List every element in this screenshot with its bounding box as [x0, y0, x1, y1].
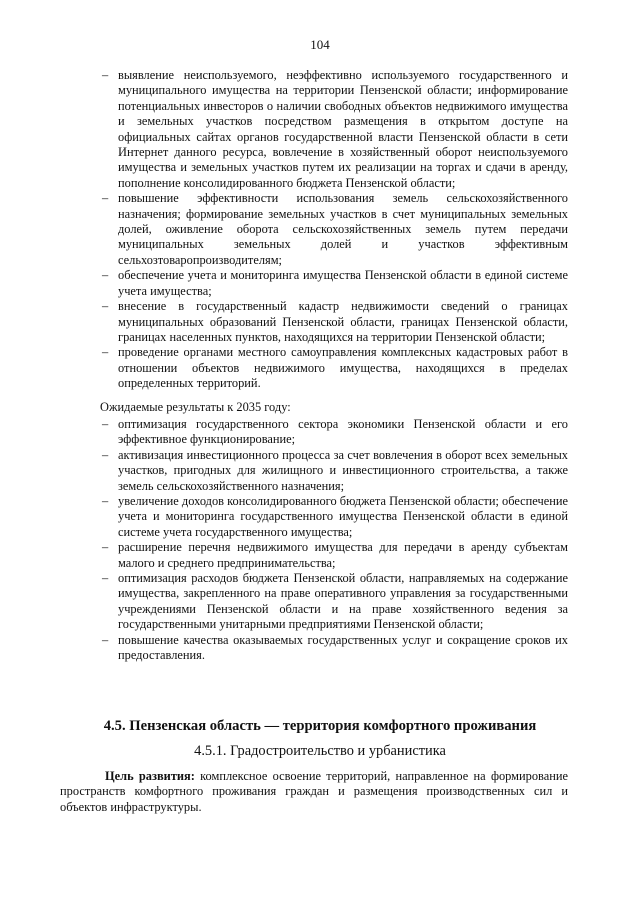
results-list [100, 417, 568, 664]
list-item: – внесение в государственный кадастр недвижимости сведений о границах муниципальных образований Пензенской области, границах Пензенской области, границах населенных пунктов, находящихся на территории Пензенской области; [100, 299, 568, 345]
list-item: – проведение органами местного самоуправления комплексных кадастровых работ в отношении объектов недвижимого имущества, находящихся в пределах определенных территорий. [100, 345, 568, 391]
page-number: 104 [310, 37, 330, 52]
page-content [100, 68, 568, 663]
list-item: – повышение эффективности использования земель сельскохозяйственного назначения; формирование земельных участков в счет муниципальных земельных долей, оживление оборота сельскохозяйственных земель путем передачи муниципальных земельных долей и участков эффективным сельхозтоваропроизводителям; [100, 191, 568, 268]
list-item: – расширение перечня недвижимого имущества для передачи в аренду субъектам малого и среднего предпринимательства; [100, 540, 568, 571]
list-item: – оптимизация государственного сектора экономики Пензенской области и его эффективное функционирование; [100, 417, 568, 448]
section-heading: 4.5. Пензенская область — территория комфортного проживания [103, 718, 537, 734]
list-item: – активизация инвестиционного процесса за счет вовлечения в оборот всех земельных участков, пригодных для жилищного и инвестиционного строительства, а также земель сельскохозяйственного назначения; [100, 448, 568, 494]
list-item: – выявление неиспользуемого, неэффективно используемого государственного и муниципального имущества на территории Пензенской области; информирование потенциальных инвесторов о наличии свободных объектов недвижимого имущества и земельных участков посредством размещения в открытом доступе на официальных сайтах органов государственной власти Пензенской области в сети Интернет данного ресурса, вовлечение в хозяйственный оборот неиспользуемого имущества и земельных участков путем их реализации на торгах и сдачи в аренду, пополнение консолидированного бюджета Пензенской области; [100, 68, 568, 191]
list-item: – увеличение доходов консолидированного бюджета Пензенской области; обеспечение учета и мониторинга государственного имущества Пензенской области в единой системе учета государственного имущества; [100, 494, 568, 540]
goal-label: Цель развития: [105, 769, 195, 783]
list-item: – оптимизация расходов бюджета Пензенской области, направляемых на содержание имущества, закрепленного на праве оперативного управления за государственными учреждениями Пензенской области и на праве хозяйственного ведения за государственными унитарными предприятиями Пензенской области; [100, 571, 568, 633]
list-item: – повышение качества оказываемых государственных услуг и сокращение сроков их предоставления. [100, 633, 568, 664]
goal-text: комплексное освоение территорий, направленное на формирование пространств комфортного проживания граждан и размещения производственных сил и объектов инфраструктуры. [60, 769, 568, 814]
subsection-heading: 4.5.1. Градостроительство и урбанистика [194, 743, 446, 759]
tasks-list [100, 68, 568, 392]
list-item: – обеспечение учета и мониторинга имущества Пензенской области в единой системе учета имущества; [100, 268, 568, 299]
results-intro: Ожидаемые результаты к 2035 году: [100, 399, 291, 414]
goal-paragraph [60, 769, 568, 815]
